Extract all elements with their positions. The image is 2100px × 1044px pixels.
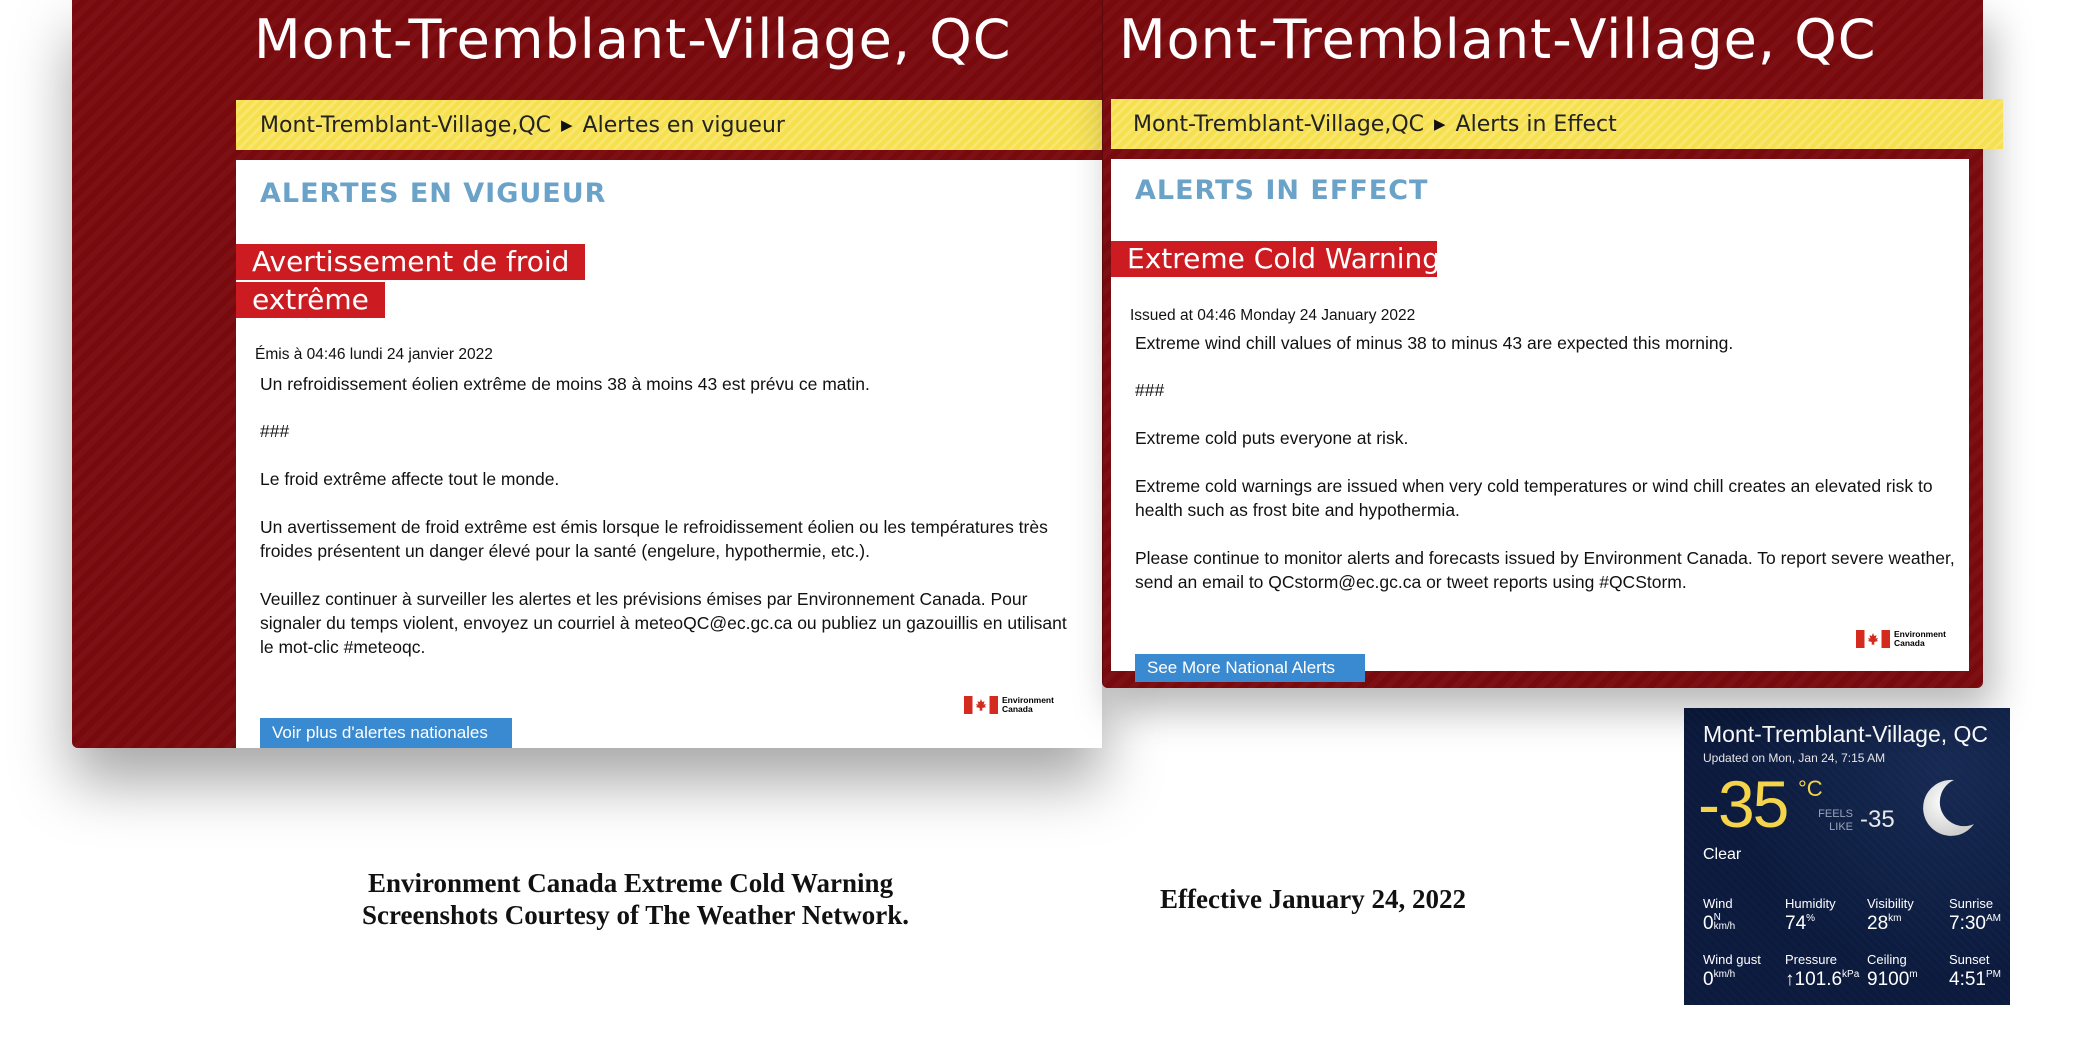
logo-text-line1: Environment [1002, 695, 1054, 705]
alert-paragraph: ### [1135, 380, 1165, 400]
weather-widget [1684, 708, 2010, 1005]
alert-paragraph: Extreme cold warnings are issued when very cold temperatures or wind chill creates an elevated risk to health such as frost bite and hypothermia. [1135, 476, 1933, 520]
alert-paragraph: ### [260, 421, 290, 441]
logo-text-line2: Canada [1002, 704, 1033, 714]
stat-sunrise: Sunrise $7:30^{AM}$ [1949, 896, 2001, 934]
caption-line1: Environment Canada Extreme Cold Warning [368, 868, 894, 898]
feels-like-label [1801, 808, 1853, 834]
alert-paragraph: Extreme cold puts everyone at risk. [1135, 428, 1409, 448]
caption-line2: Screenshots Courtesy of The Weather Network. [362, 900, 909, 930]
alert-paragraph: Le froid extrême affecte tout le monde. [260, 469, 560, 489]
temperature-unit: °C [1798, 776, 1823, 801]
alert-paragraph: Veuillez continuer à surveiller les alertes et les prévisions émises par Environnement Canada. Pour signaler du temps violent, envoyez un courriel à meteoQC@ec.gc.ca ou publiez un gazouillis en utilisant le mot-clic #meteoqc. [260, 589, 1067, 657]
widget-updated: Updated on Mon, Jan 24, 7:15 AM [1703, 751, 1886, 765]
english-alert-panel [1102, 0, 1983, 688]
logo-text-line1: Environment [1894, 629, 1946, 639]
alert-label-line1: Avertissement de froid [236, 244, 585, 280]
play-arrow-icon: ▶ [561, 116, 573, 134]
stat-wind-gust: Wind gust $0^{km/h}$ [1703, 952, 1761, 990]
moon-icon [1914, 776, 1978, 840]
section-heading: ALERTS IN EFFECT [1135, 175, 1429, 206]
more-alerts-button[interactable]: See More National Alerts [1135, 654, 1365, 682]
more-alerts-button[interactable]: Voir plus d'alertes nationales [260, 718, 512, 748]
environment-canada-logo [964, 696, 1054, 714]
play-arrow-icon: ▶ [1434, 115, 1446, 133]
section-heading: ALERTES EN VIGUEUR [260, 178, 607, 209]
weather-condition: Clear [1703, 846, 1742, 863]
alert-paragraph: Extreme wind chill values of minus 38 to minus 43 are expected this morning. [1135, 333, 1734, 353]
alert-label: Extreme Cold Warning [1111, 241, 1437, 277]
stat-wind: Wind 0 N km/h [1703, 896, 1736, 934]
alert-card [1111, 159, 1969, 677]
alert-label-line2: extrême [236, 282, 385, 318]
issued-time: Issued at 04:46 Monday 24 January 2022 [1130, 307, 1416, 324]
alert-paragraph: Un refroidissement éolien extrême de moins 38 à moins 43 est prévu ce matin. [260, 374, 870, 394]
french-alert-panel [72, 0, 1102, 748]
breadcrumb-location[interactable]: Mont-Tremblant-Village,QC [1133, 111, 1424, 137]
breadcrumb [1111, 99, 2003, 149]
stat-ceiling: Ceiling 9100$^m$ [1867, 952, 1918, 990]
feels-like-line2: LIKE [1829, 821, 1853, 833]
breadcrumb-page: Alertes en vigueur [582, 112, 785, 138]
alert-card [236, 160, 1102, 748]
city-title: Mont-Tremblant-Village, QC [254, 8, 1012, 71]
logo-text-line2: Canada [1894, 638, 1925, 648]
city-title: Mont-Tremblant-Village, QC [1119, 8, 1877, 71]
current-temperature: -35 [1698, 767, 1788, 841]
widget-city: Mont-Tremblant-Village, QC [1703, 721, 1989, 747]
breadcrumb [236, 100, 1126, 150]
stat-sunset: Sunset $4:51^{PM}$ [1949, 952, 2001, 990]
feels-like-value: -35 [1860, 806, 1895, 833]
alert-paragraph: Un avertissement de froid extrême est émis lorsque le refroidissement éolien ou les températures très froides présentent un danger élevé pour la santé (engelure, hypothermie, etc.). [260, 517, 1048, 561]
stat-pressure: Pressure $↑101.6^{kPa}$ [1785, 952, 1860, 990]
caption-effective-date: Effective January 24, 2022 [1160, 884, 1466, 914]
feels-like-line1: FEELS [1818, 808, 1853, 820]
environment-canada-logo [1856, 630, 1946, 648]
breadcrumb-location[interactable]: Mont-Tremblant-Village,QC [260, 112, 551, 138]
issued-time: Émis à 04:46 lundi 24 janvier 2022 [255, 346, 493, 363]
stat-humidity: Humidity 74% [1785, 896, 1836, 934]
breadcrumb-page: Alerts in Effect [1455, 111, 1617, 137]
canada-flag-icon [1856, 630, 1890, 648]
canada-flag-icon [964, 696, 998, 714]
stat-visibility: Visibility $28^{km}$ [1867, 896, 1914, 934]
alert-paragraph: Please continue to monitor alerts and forecasts issued by Environment Canada. To report severe weather, send an email to QCstorm@ec.gc.ca or tweet reports using #QCStorm. [1135, 548, 1955, 592]
